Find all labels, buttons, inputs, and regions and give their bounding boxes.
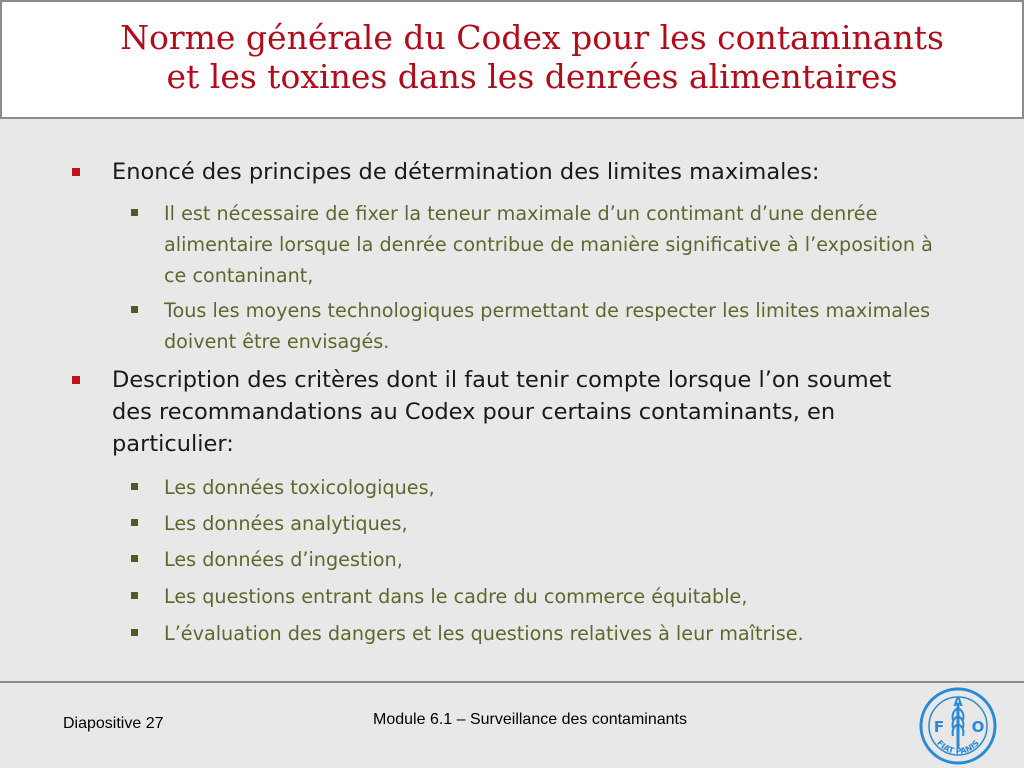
sub-bullet-text: L’évaluation des dangers et les questions relatives à leur maîtrise.: [164, 622, 804, 645]
logo-letter-o: O: [971, 718, 985, 736]
slide-header: [0, 0, 1024, 119]
logo-letter-f: F: [933, 718, 945, 736]
sub-bullet-square-icon: [131, 519, 138, 526]
module-label: Module 6.1 – Surveillance des contaminants: [373, 711, 687, 728]
sub-bullet-square-icon: [131, 306, 138, 313]
sub-bullet-analytical: [131, 508, 961, 539]
fao-logo-icon: [918, 686, 998, 766]
sub-bullet-text: Les données toxicologiques,: [164, 476, 435, 499]
sub-bullet-text: Les questions entrant dans le cadre du commerce équitable,: [164, 585, 748, 608]
sub-bullet-square-icon: [131, 209, 138, 216]
sub-bullet-square-icon: [131, 629, 138, 636]
slide-title: [62, 18, 1002, 96]
bullet-text: Enoncé des principes de détermination des limites maximales:: [112, 159, 820, 185]
logo-letter-a: A: [953, 695, 963, 709]
sub-bullet-square-icon: [131, 555, 138, 562]
bullet-square-icon: [72, 376, 80, 384]
bullet-square-icon: [72, 168, 80, 176]
sub-bullet-text: Les données d’ingestion,: [164, 548, 403, 571]
bullet-text: Description des critères dont il faut tenir compte lorsque l’on soumet des recommandations au Codex pour certains contaminants, en particulier:: [112, 367, 892, 457]
bullet-principles: [72, 156, 932, 188]
sub-bullet-hazard-evaluation: [131, 618, 961, 649]
sub-bullet-text: Tous les moyens technologiques permettant de respecter les limites maximales doivent être envisagés.: [164, 299, 931, 353]
sub-bullet-technological-means: [131, 295, 961, 357]
sub-bullet-ingestion: [131, 544, 961, 575]
slide-number: Diapositive 27: [63, 715, 164, 732]
slide-footer: [0, 681, 1024, 768]
slide-content: [0, 119, 1024, 681]
sub-bullet-toxicological: [131, 472, 961, 503]
sub-bullet-fair-trade: [131, 581, 961, 612]
sub-bullet-square-icon: [131, 483, 138, 490]
sub-bullet-fix-maximum: [131, 198, 961, 291]
logo-motto-path: FIAT PANIS: [935, 738, 981, 756]
bullet-criteria: [72, 364, 932, 460]
title-line-2: et les toxines dans les denrées alimentaires: [166, 57, 898, 96]
sub-bullet-square-icon: [131, 592, 138, 599]
title-line-1: Norme générale du Codex pour les contaminants: [120, 18, 944, 57]
sub-bullet-text: Il est nécessaire de fixer la teneur maximale d’un contimant d’une denrée alimentaire lorsque la denrée contribue de manière significative à l’exposition à ce contaninant,: [164, 202, 933, 287]
sub-bullet-text: Les données analytiques,: [164, 512, 408, 535]
